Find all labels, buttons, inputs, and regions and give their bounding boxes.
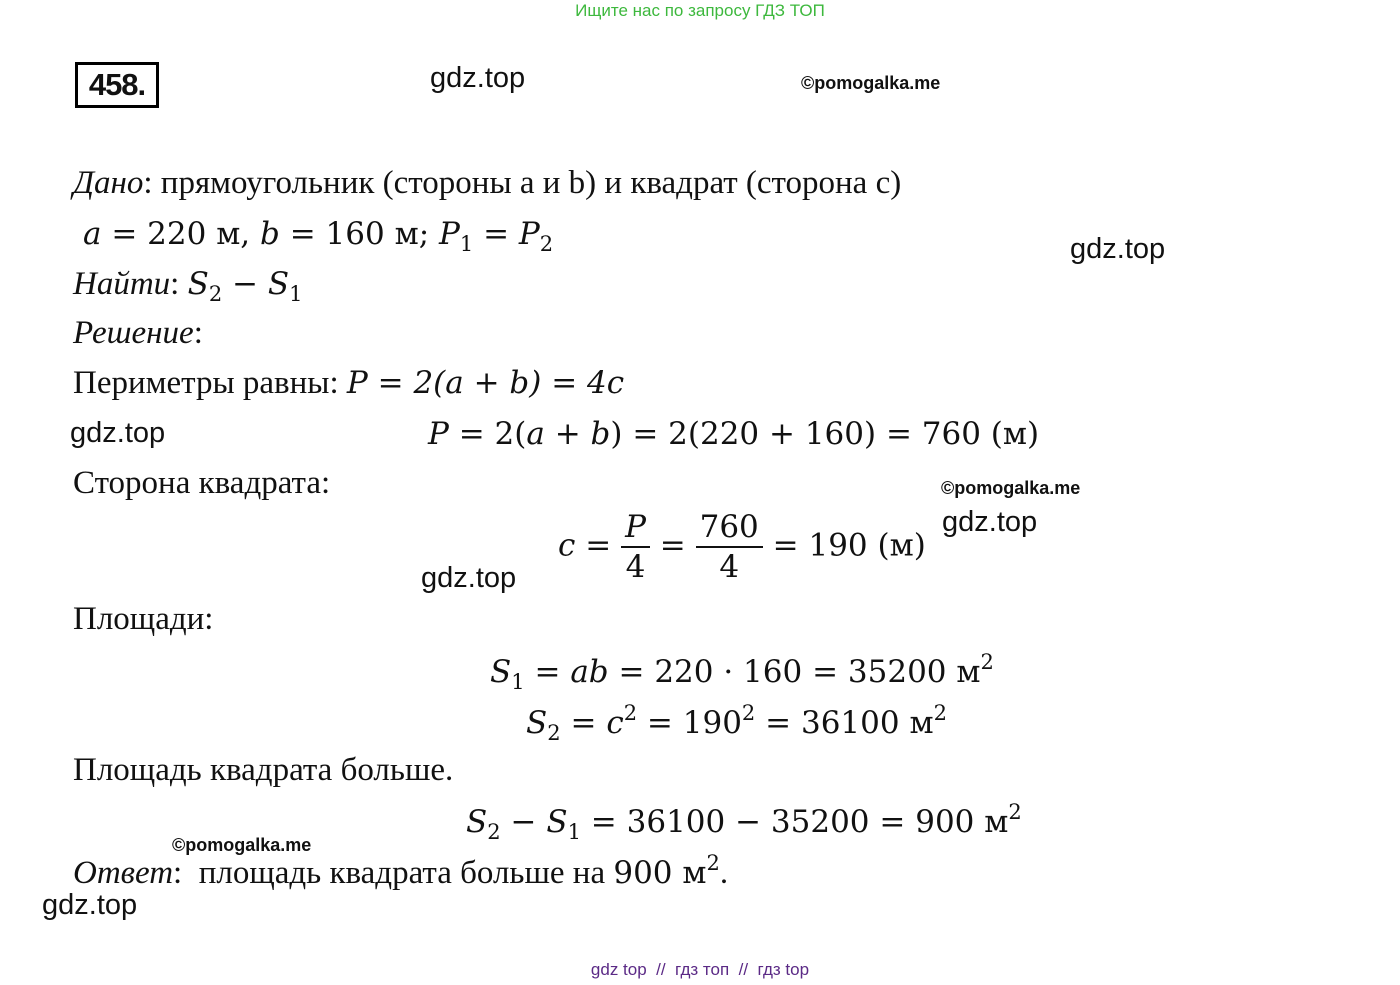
answer-label: Ответ (73, 855, 174, 891)
given-line: Дано: прямоугольник (стороны a и b) и квадрат (сторона c) (73, 165, 902, 201)
footer-links (0, 960, 1400, 980)
watermark-pomogalka: ©pomogalka.me (172, 835, 312, 855)
fraction-numerator: P (621, 510, 650, 548)
fraction-p-over-4 (621, 510, 650, 584)
find-expr: $S_2 - S_1$ (187, 266, 303, 306)
find-line: Найти: $S_2 - S_1$ (73, 266, 303, 306)
larger-text: Площадь квадрата больше. (73, 752, 454, 788)
footer-link[interactable]: гдз топ (675, 960, 730, 979)
fraction-numerator: 760 (696, 510, 763, 548)
fraction-denominator: 4 (719, 549, 740, 586)
footer-link[interactable]: gdz top (590, 960, 647, 979)
top-banner: Ищите нас по запросу ГДЗ ТОП (575, 1, 825, 20)
solution-line: Решение: (73, 315, 203, 351)
side-text: Сторона квадрата: (73, 465, 331, 501)
perimeter-calc: P = 2(a + b) = 2(220 + 160) = 760 (м) (428, 416, 1040, 452)
side-result: = 190 (м) (772, 527, 926, 564)
area-rectangle: $S_1$ = ab = 220 · 160 = 35200 $м^2$ (490, 650, 994, 694)
watermark-gdz-top: gdz.top (430, 62, 526, 94)
area-difference: $S_2 - S_1 = 36100 - 35200 = 900$ $м^2$ (466, 800, 1022, 844)
watermark-gdz-top: gdz.top (421, 562, 517, 594)
side-formula: c = $\frac{P}{4}$ = $\frac{760}{4}$ = 190 (м) (558, 509, 926, 586)
answer-line: Ответ: площадь квадрата больше на 900 $м^2$. (73, 851, 729, 891)
footer-link[interactable]: гдз top (757, 960, 810, 979)
watermark-gdz-top: gdz.top (70, 417, 166, 449)
perimeters-line: Периметры равны: P = 2(a + b) = 4c (73, 365, 625, 401)
watermark-gdz-top: gdz.top (942, 506, 1038, 538)
given-text: прямоугольник (стороны a и b) и квадрат (сторона c) (160, 165, 902, 201)
area-square: $S_2 = c^2 = 190^2 = 36100$ $м^2$ (526, 701, 947, 745)
areas-text: Площади: (73, 601, 214, 637)
footer-separator: // (738, 960, 749, 979)
problem-number: 458. (75, 62, 159, 108)
fraction-denominator: 4 (625, 549, 646, 586)
fraction-760-over-4 (696, 510, 763, 584)
answer-text: площадь квадрата больше на 900 $м^2$. (198, 851, 729, 891)
find-label: Найти (73, 266, 171, 302)
watermark-gdz-top: gdz.top (1070, 233, 1166, 265)
perimeters-text: Периметры равны: (73, 365, 339, 401)
watermark-gdz-top: gdz.top (42, 889, 138, 921)
given-values: a = 220 м, b = 160 м; $P_1 = P_2$ (83, 216, 554, 256)
footer-separator: // (656, 960, 666, 979)
given-label: Дано (73, 165, 144, 201)
watermark-pomogalka: ©pomogalka.me (801, 73, 941, 93)
watermark-pomogalka: ©pomogalka.me (941, 478, 1081, 498)
solution-label: Решение (73, 315, 194, 351)
